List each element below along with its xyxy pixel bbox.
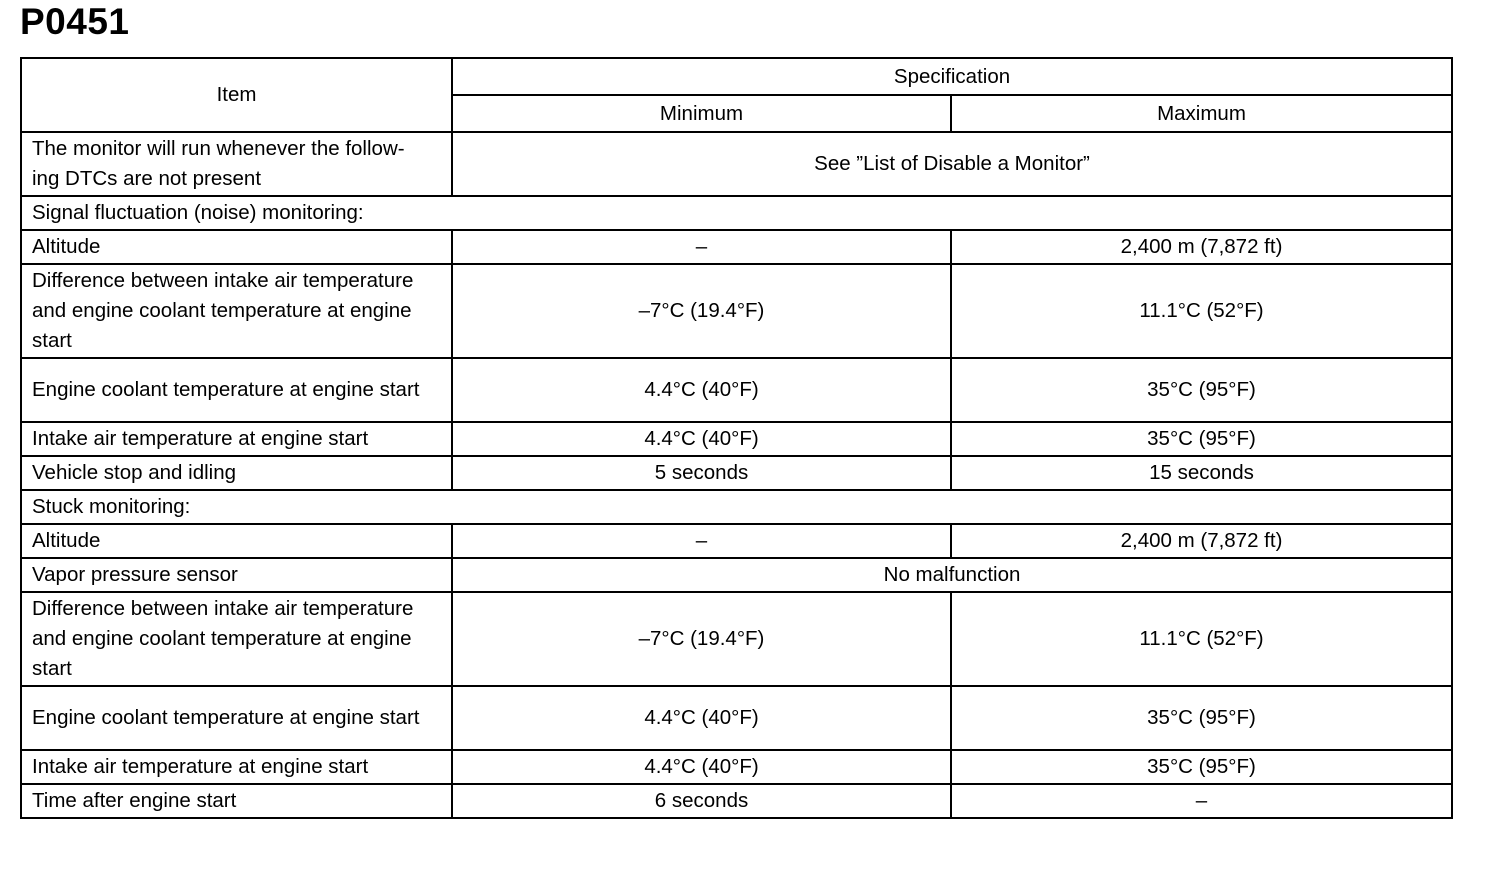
section-header-row xyxy=(21,490,1452,524)
row-item xyxy=(21,132,452,196)
page-title: P0451 xyxy=(20,1,130,42)
table-row xyxy=(21,524,1452,558)
section-title-signal: Signal fluctuation (noise) monitoring: xyxy=(21,196,1452,230)
table-row xyxy=(21,558,1452,592)
row-minimum: 4.4°C (40°F) xyxy=(452,750,951,784)
table-row xyxy=(21,132,1452,196)
table-row xyxy=(21,750,1452,784)
row-maximum: – xyxy=(951,784,1452,818)
row-item: Time after engine start xyxy=(21,784,452,818)
row-maximum: 35°C (95°F) xyxy=(951,422,1452,456)
header-item: Item xyxy=(21,58,452,132)
table-row xyxy=(21,784,1452,818)
row-value: No malfunction xyxy=(452,558,1452,592)
row-maximum: 11.1°C (52°F) xyxy=(951,592,1452,686)
table-row xyxy=(21,230,1452,264)
row-maximum: 11.1°C (52°F) xyxy=(951,264,1452,358)
row-minimum: 6 seconds xyxy=(452,784,951,818)
header-row xyxy=(21,58,1452,95)
row-minimum: – xyxy=(452,230,951,264)
row-item-line: The monitor will run whenever the follow- xyxy=(32,137,405,160)
section-title-stuck: Stuck monitoring: xyxy=(21,490,1452,524)
row-maximum: 2,400 m (7,872 ft) xyxy=(951,230,1452,264)
table-row xyxy=(21,358,1452,422)
row-minimum: – xyxy=(452,524,951,558)
row-item: Vehicle stop and idling xyxy=(21,456,452,490)
row-item: Intake air temperature at engine start xyxy=(21,750,452,784)
row-item: Vapor pressure sensor xyxy=(21,558,452,592)
row-item: Engine coolant temperature at engine start xyxy=(21,686,452,750)
section-header-row xyxy=(21,196,1452,230)
specification-table xyxy=(20,57,1453,819)
row-maximum: 35°C (95°F) xyxy=(951,358,1452,422)
table-row xyxy=(21,686,1452,750)
table-row xyxy=(21,456,1452,490)
row-item-line: ing DTCs are not present xyxy=(32,167,262,190)
table-row xyxy=(21,422,1452,456)
row-item: Altitude xyxy=(21,524,452,558)
row-minimum: 4.4°C (40°F) xyxy=(452,358,951,422)
header-minimum: Minimum xyxy=(452,95,951,132)
row-minimum: –7°C (19.4°F) xyxy=(452,592,951,686)
header-specification: Specification xyxy=(452,58,1452,95)
row-minimum: 5 seconds xyxy=(452,456,951,490)
row-maximum: 35°C (95°F) xyxy=(951,750,1452,784)
table-row xyxy=(21,592,1452,686)
row-minimum: –7°C (19.4°F) xyxy=(452,264,951,358)
row-item: Difference between intake air temperature and engine coolant temperature at engine start xyxy=(21,264,452,358)
row-maximum: 35°C (95°F) xyxy=(951,686,1452,750)
row-item: Intake air temperature at engine start xyxy=(21,422,452,456)
table-row xyxy=(21,264,1452,358)
row-item: Altitude xyxy=(21,230,452,264)
row-minimum: 4.4°C (40°F) xyxy=(452,686,951,750)
row-item: Difference between intake air temperature and engine coolant temperature at engine start xyxy=(21,592,452,686)
header-maximum: Maximum xyxy=(951,95,1452,132)
row-minimum: 4.4°C (40°F) xyxy=(452,422,951,456)
row-maximum: 15 seconds xyxy=(951,456,1452,490)
row-maximum: 2,400 m (7,872 ft) xyxy=(951,524,1452,558)
row-item: Engine coolant temperature at engine start xyxy=(21,358,452,422)
row-value: See ”List of Disable a Monitor” xyxy=(452,132,1452,196)
